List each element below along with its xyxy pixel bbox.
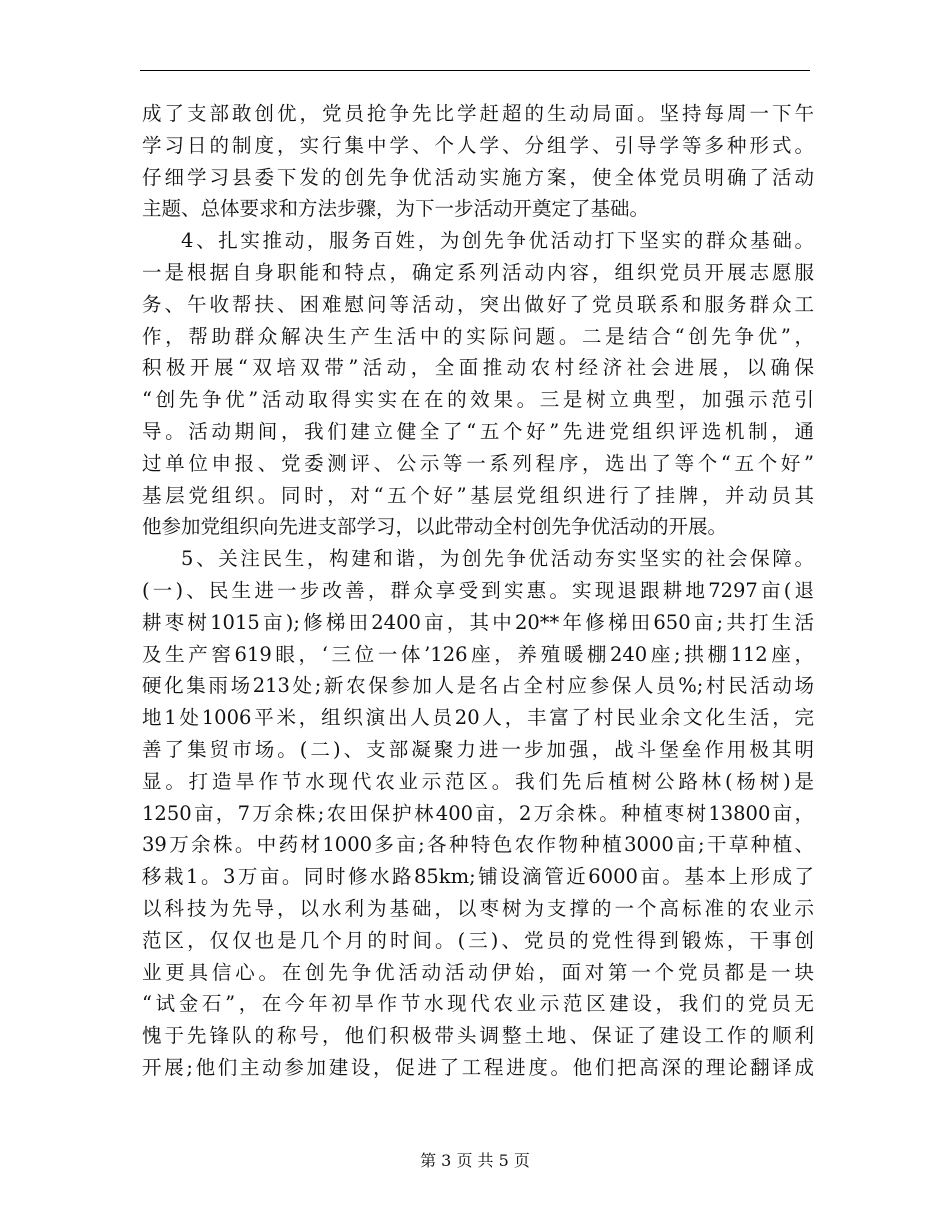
- text-line: (一)、民生进一步改善，群众享受到实惠。实现退跟耕地7297亩(退: [142, 578, 814, 602]
- text-line: 耕枣树1015亩);修梯田2400亩，其中20**年修梯田650亩;共打生活: [142, 610, 814, 634]
- text-line: 基层党组织。同时，对“五个好”基层党组织进行了挂牌，并动员其: [142, 483, 814, 507]
- text-line: 硬化集雨场213处;新农保参加人是名占全村应参保人员%;村民活动场: [142, 674, 814, 698]
- text-line: 学习日的制度，实行集中学、个人学、分组学、引导学等多种形式。: [142, 133, 814, 157]
- text-line: 务、午收帮扶、困难慰问等活动，突出做好了党员联系和服务群众工: [142, 292, 814, 316]
- text-line: 移栽1。3万亩。同时修水路85km;铺设滴管近6000亩。基本上形成了: [142, 865, 814, 889]
- text-line: 导。活动期间，我们建立健全了“五个好”先进党组织评选机制，通: [142, 419, 814, 443]
- text-line: “试金石”，在今年初旱作节水现代农业示范区建设，我们的党员无: [142, 992, 814, 1016]
- text-line: 地1处1006平米，组织演出人员20人，丰富了村民业余文化生活，完: [142, 706, 814, 730]
- text-line: 主题、总体要求和方法步骤，为下一步活动开奠定了基础。: [142, 197, 650, 221]
- text-line: 及生产窖619眼，‘三位一体’126座，养殖暖棚240座;拱棚112座，: [142, 642, 814, 666]
- text-line: 一是根据自身职能和特点，确定系列活动内容，组织党员开展志愿服: [142, 260, 814, 284]
- page-footer: 第 3 页 共 5 页: [420, 1151, 530, 1170]
- text-line: 积极开展“双培双带”活动，全面推动农村经济社会进展，以确保: [142, 356, 814, 380]
- text-line: 作，帮助群众解决生产生活中的实际问题。二是结合“创先争优”，: [142, 324, 814, 348]
- text-line: 显。打造旱作节水现代农业示范区。我们先后植树公路林(杨树)是: [142, 769, 814, 793]
- text-line: 以科技为先导，以水利为基础，以枣树为支撑的一个高标准的农业示: [142, 896, 814, 920]
- body-text: [142, 98, 814, 1084]
- text-line: 成了支部敢创优，党员抢争先比学赶超的生动局面。坚持每周一下午: [142, 102, 814, 125]
- text-line: 他参加党组织向先进支部学习，以此带动全村创先争优活动的开展。: [142, 515, 728, 539]
- text-line: 39万余株。中药材1000多亩;各种特色农作物种植3000亩;干草种植、: [142, 833, 814, 857]
- text-line: 过单位申报、党委测评、公示等一系列程序，选出了等个“五个好”: [142, 451, 814, 475]
- text-line: 开展;他们主动参加建设，促进了工程进度。他们把高深的理论翻译成: [142, 1055, 814, 1079]
- text-line: “创先争优”活动取得实实在在的效果。三是树立典型，加强示范引: [142, 388, 814, 412]
- text-line: 5、关注民生，构建和谐，为创先争优活动夯实坚实的社会保障。: [181, 547, 814, 571]
- text-line: 愧于先锋队的称号，他们积极带头调整土地、保证了建设工作的顺利: [142, 1024, 814, 1048]
- text-line: 仔细学习县委下发的创先争优活动实施方案，使全体党员明确了活动: [142, 165, 814, 189]
- text-line: 4、扎实推动，服务百姓，为创先争优活动打下坚实的群众基础。: [181, 229, 814, 253]
- text-line: 1250亩，7万余株;农田保护林400亩，2万余株。种植枣树13800亩，: [142, 801, 814, 825]
- text-line: 业更具信心。在创先争优活动活动伊始，面对第一个党员都是一块: [142, 960, 814, 984]
- text-line: 范区，仅仅也是几个月的时间。(三)、党员的党性得到锻炼，干事创: [142, 928, 814, 952]
- header-rule: [140, 70, 810, 71]
- text-line: 善了集贸市场。(二)、支部凝聚力进一步加强，战斗堡垒作用极其明: [142, 737, 814, 761]
